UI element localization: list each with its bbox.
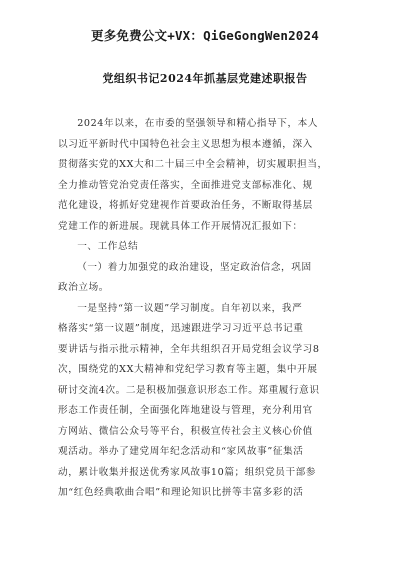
text-line: 观活动。举办了建党周年纪念活动和“家风故事”征集活	[58, 446, 304, 457]
text-line: 党建工作的新进展。现就具体工作开展情况汇报如下：	[58, 220, 303, 232]
text-line: 加“红色经典歌曲合唱”和理论知识比拼等丰富多彩的活	[58, 487, 304, 498]
text-line: 动，累计收集并报送优秀家风故事10篇；组织党员干部参	[58, 466, 317, 478]
text-line: 贯彻落实党的XX大和二十届三中全会精神，切实履职担当，	[58, 159, 328, 170]
text-line: 一、工作总结	[77, 241, 139, 252]
text-line: 要讲话与指示批示精神，全年共组织召开局党组会议学习8	[58, 343, 320, 355]
section-heading	[58, 237, 354, 258]
text-line: 政治立场。	[58, 282, 109, 293]
paragraph-intro	[58, 114, 354, 237]
text-line: 一是坚持“第一议题”学习制度。自年初以来，我严	[77, 302, 303, 314]
text-line: 研讨交流4次。二是积极加强意识形态工作。郑重履行意识	[58, 384, 320, 396]
watermark-header: 更多免费公文+VX：QiGeGongWen2024	[91, 28, 319, 43]
text-line: 全力推动管党治党责任落实，全面推进党支部标准化、规	[58, 179, 313, 191]
document-body	[58, 114, 354, 504]
text-line: 方网站、微信公众号等平台，积极宣传社会主义核心价值	[58, 425, 313, 437]
text-line: （一）着力加强党的政治建设，坚定政治信念，巩固	[77, 261, 312, 273]
document-title: 党组织书记2024年抓基层党建述职报告	[102, 72, 308, 85]
text-line: 形态工作责任制，全面强化阵地建设与管理，充分利用官	[58, 405, 313, 416]
subsection-heading	[58, 258, 354, 299]
text-line: 2024年以来，在市委的坚强领导和精心指导下，本人	[77, 118, 319, 129]
text-line: 格落实“第一议题”制度，迅速跟进学习习近平总书记重	[58, 323, 304, 334]
text-line: 次，围绕党的XX大精神和党纪学习教育等主题，集中开展	[58, 364, 318, 375]
paragraph-body	[58, 299, 354, 504]
text-line: 范化建设，将抓好党建视作首要政治任务，不断取得基层	[58, 200, 313, 211]
text-line: 以习近平新时代中国特色社会主义思想为根本遵循，深入	[58, 138, 313, 150]
